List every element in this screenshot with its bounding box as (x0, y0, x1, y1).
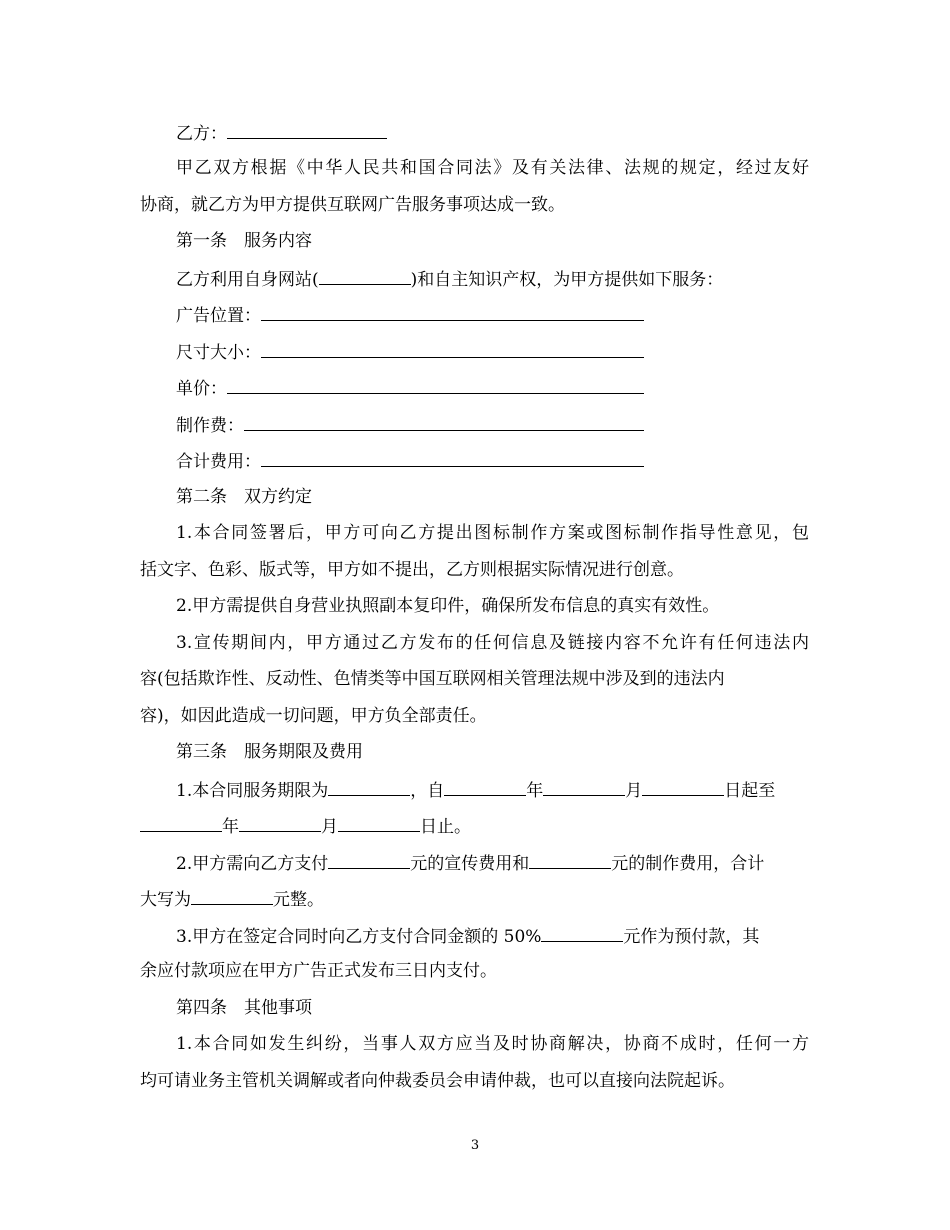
end-day-blank[interactable] (338, 814, 420, 832)
promo-fee-blank[interactable] (328, 851, 410, 869)
article1-sentence-a: 乙方利用自身网站( (176, 270, 319, 290)
year-label: 年 (222, 817, 239, 837)
term-blank[interactable] (328, 778, 410, 796)
intro-line-1: 甲乙双方根据《中华人民共和国合同法》及有关法律、法规的规定，经过友好 (176, 158, 809, 178)
field-label: 单价： (176, 379, 227, 399)
article3-p2-line1 (176, 851, 764, 875)
article3-p3-line2: 余应付款项应在甲方广告正式发布三日内支付。 (140, 961, 497, 981)
article2-title: 第二条 双方约定 (176, 487, 312, 507)
start-year-blank[interactable] (444, 778, 526, 796)
term-label: 1.本合同服务期限为 (176, 781, 329, 801)
field-blank[interactable] (261, 303, 644, 321)
end-year-blank[interactable] (140, 814, 222, 832)
party-b-blank[interactable] (227, 121, 387, 139)
field-label: 合计费用： (176, 452, 261, 472)
website-blank[interactable] (319, 267, 411, 285)
day-to-label: 日止。 (420, 817, 471, 837)
article3-p1-line2 (140, 814, 471, 838)
production-fee-blank[interactable] (529, 851, 611, 869)
field-blank[interactable] (227, 376, 644, 394)
capital-label: 大写为 (140, 890, 191, 910)
article2-p1-line1: 1.本合同签署后，甲方可向乙方提出图标制作方案或图标制作指导性意见，包 (176, 523, 809, 543)
article2-p3-line3: 容)，如因此造成一切问题，甲方负全部责任。 (140, 706, 487, 726)
article1-title: 第一条 服务内容 (176, 231, 312, 251)
field-label: 制作费： (176, 416, 244, 436)
page-number: 3 (470, 1138, 480, 1153)
article3-p2-line2 (140, 887, 324, 911)
article2-p3-line2: 容(包括欺诈性、反动性、色情类等中国互联网相关管理法规中涉及到的违法内 (140, 669, 725, 689)
article2-p3-line1: 3.宣传期间内，甲方通过乙方发布的任何信息及链接内容不允许有任何违法内 (176, 633, 809, 653)
field-ad-position (176, 303, 644, 327)
article2-p1-line2: 括文字、色彩、版式等，甲方如不提出，乙方则根据实际情况进行创意。 (140, 560, 684, 580)
article3-p1-line1 (176, 778, 775, 802)
end-month-blank[interactable] (239, 814, 321, 832)
field-unit-price (176, 376, 644, 400)
field-blank[interactable] (261, 449, 644, 467)
field-blank[interactable] (244, 413, 644, 431)
production-fee-label: 元的制作费用，合计 (611, 854, 765, 874)
article4-title: 第四条 其他事项 (176, 998, 312, 1018)
deposit-tail: 元作为预付款，其 (623, 927, 760, 947)
field-label: 广告位置： (176, 306, 261, 326)
start-month-blank[interactable] (543, 778, 625, 796)
promo-fee-label: 元的宣传费用和 (410, 854, 530, 874)
term-from-label: ，自 (410, 781, 445, 801)
capital-amount-blank[interactable] (191, 887, 273, 905)
month-label: 月 (321, 817, 338, 837)
article1-sentence-b: )和自主知识产权，为甲方提供如下服务： (410, 270, 724, 290)
party-b-line (176, 121, 387, 145)
yuan-whole-label: 元整。 (273, 890, 324, 910)
deposit-blank[interactable] (541, 924, 623, 942)
field-blank[interactable] (261, 340, 644, 358)
intro-line-2: 协商，就乙方为甲方提供互联网广告服务事项达成一致。 (140, 195, 565, 215)
field-production-fee (176, 413, 644, 437)
month-label: 月 (625, 781, 643, 801)
field-total (176, 449, 644, 473)
year-label: 年 (526, 781, 544, 801)
deposit-label: 3.甲方在签定合同时向乙方支付合同金额的 50% (176, 927, 542, 947)
article4-p1-line2: 均可请业务主管机关调解或者向仲裁委员会申请仲裁，也可以直接向法院起诉。 (140, 1071, 735, 1091)
article1-sentence (176, 267, 723, 291)
party-b-label: 乙方： (176, 124, 227, 144)
day-from-label: 日起至 (724, 781, 776, 801)
field-label: 尺寸大小： (176, 343, 261, 363)
article3-title: 第三条 服务期限及费用 (176, 742, 363, 762)
field-size (176, 340, 644, 364)
article2-p2: 2.甲方需提供自身营业执照副本复印件，确保所发布信息的真实有效性。 (176, 596, 720, 616)
article4-p1-line1: 1.本合同如发生纠纷，当事人双方应当及时协商解决，协商不成时，任何一方 (176, 1034, 809, 1054)
start-day-blank[interactable] (642, 778, 724, 796)
article3-p3-line1 (176, 924, 759, 948)
payment-label: 2.甲方需向乙方支付 (176, 854, 329, 874)
